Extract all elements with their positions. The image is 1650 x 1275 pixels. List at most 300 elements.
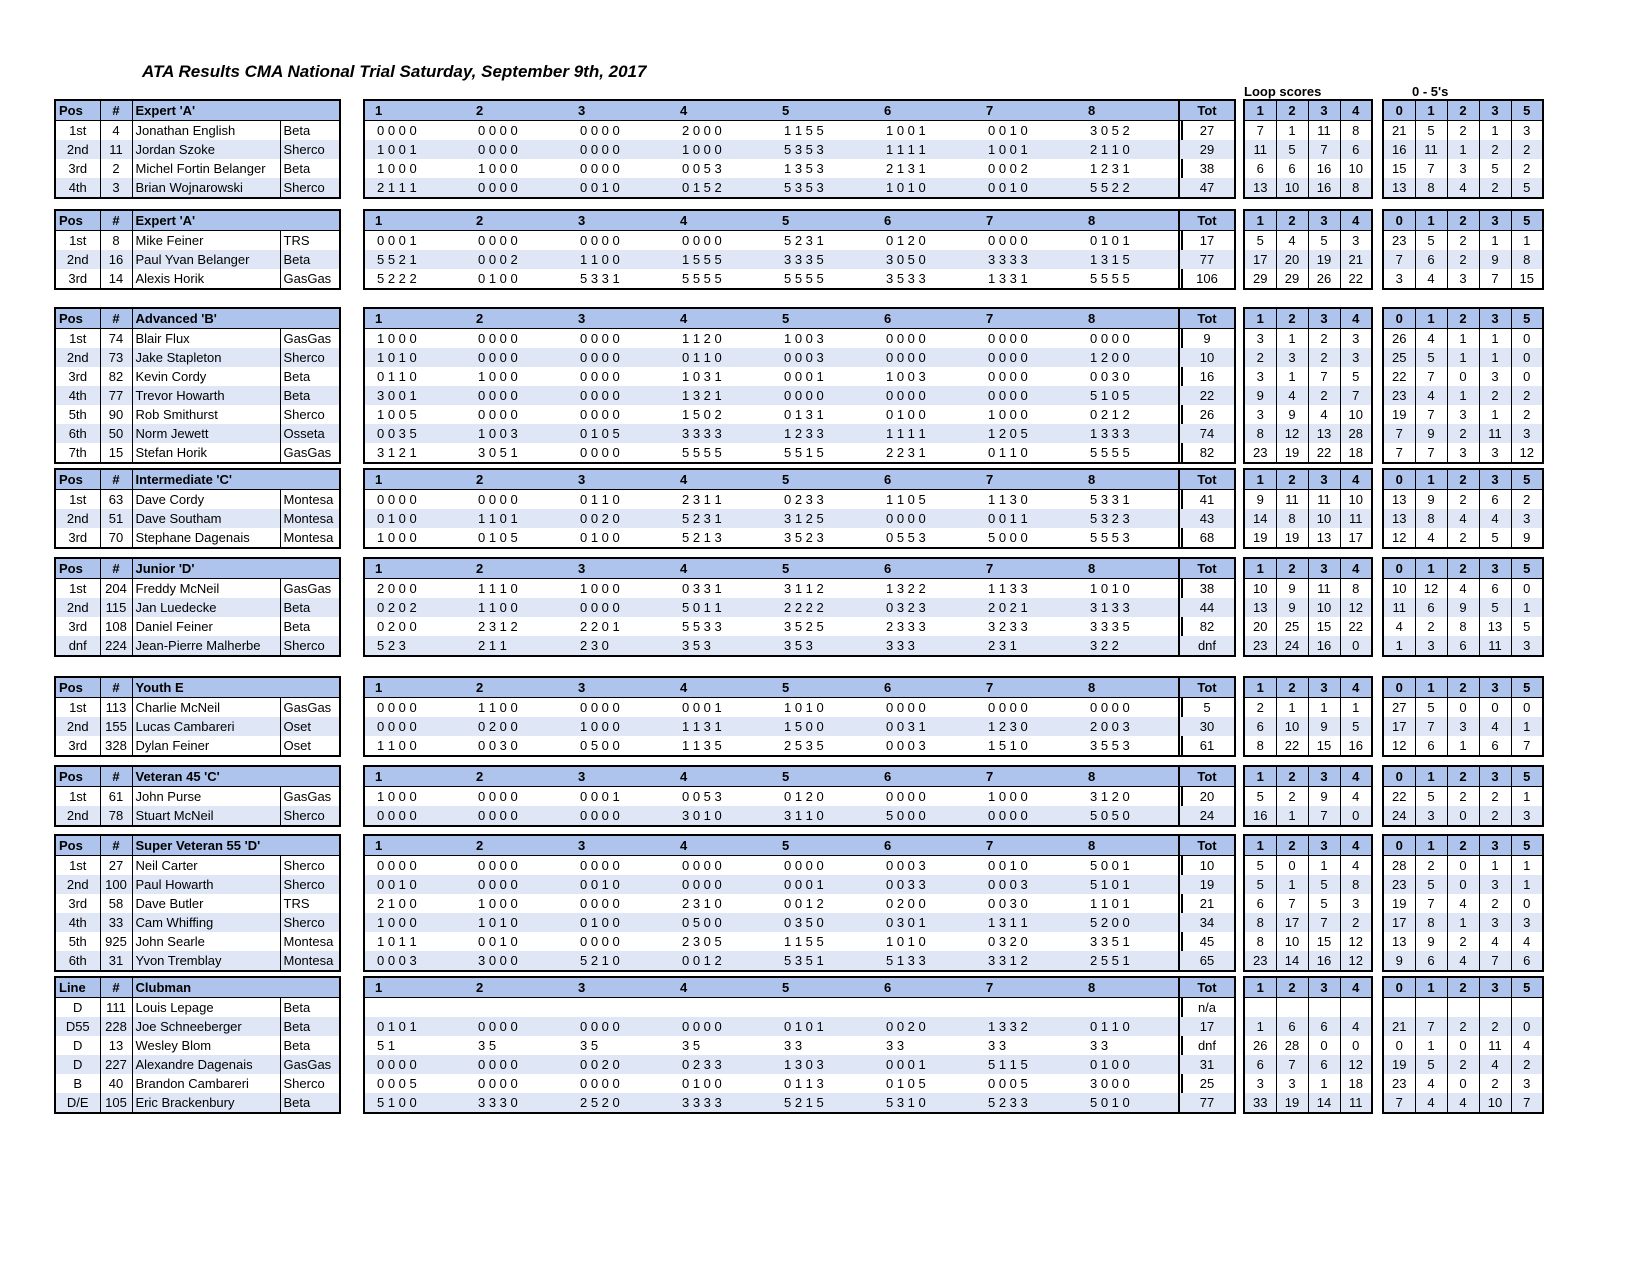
rider-position: 6th bbox=[55, 951, 100, 971]
loop-result: 0 0 0 3 bbox=[886, 738, 926, 753]
table-row bbox=[1179, 121, 1235, 141]
loop-results-table bbox=[363, 468, 1183, 549]
zero-five-count: 1 bbox=[1479, 856, 1511, 876]
table-row bbox=[1383, 348, 1543, 367]
loop-result: 0 1 0 5 bbox=[886, 1076, 926, 1091]
table-row bbox=[1383, 951, 1543, 971]
loop-score: 16 bbox=[1308, 178, 1340, 198]
zero-five-count: 11 bbox=[1479, 636, 1511, 656]
rider-name: Daniel Feiner bbox=[132, 617, 280, 636]
zero-five-header: 2 bbox=[1447, 835, 1479, 856]
zero-five-count: 1 bbox=[1479, 121, 1511, 141]
loop-header: 1 bbox=[364, 977, 466, 998]
rider-name: Eric Brackenbury bbox=[132, 1093, 280, 1113]
zero-five-count: 1 bbox=[1383, 636, 1415, 656]
rider-number: 155 bbox=[100, 717, 132, 736]
zero-five-count: 23 bbox=[1392, 1076, 1407, 1091]
rider-name: Jean-Pierre Malherbe bbox=[132, 636, 280, 656]
zero-five-count: 13 bbox=[1383, 509, 1415, 528]
zero-five-header: 5 bbox=[1511, 469, 1543, 490]
zero-five-count: 0 bbox=[1511, 348, 1543, 367]
zero-five-header: 3 bbox=[1479, 558, 1511, 579]
zero-five-count: 17 bbox=[1383, 913, 1415, 932]
zero-five-header: 0 bbox=[1383, 977, 1415, 998]
table-row bbox=[364, 159, 1182, 178]
table-row bbox=[55, 579, 340, 599]
loop-result: 0 1 0 1 bbox=[364, 1017, 466, 1036]
table-row bbox=[55, 1036, 340, 1055]
loop-result bbox=[670, 998, 772, 1018]
loop-header: 6 bbox=[874, 766, 976, 787]
tot-header: Tot bbox=[1179, 210, 1235, 231]
table-row bbox=[1244, 1093, 1372, 1113]
loop-result: 0 0 0 0 bbox=[874, 509, 976, 528]
loop-result: 0 0 0 0 bbox=[364, 1055, 466, 1074]
loop-score: 6 bbox=[1256, 896, 1264, 911]
table-row bbox=[1383, 443, 1543, 463]
total-score: 21 bbox=[1199, 896, 1215, 911]
loop-result: 0 0 0 3 bbox=[772, 348, 874, 367]
loop-result: 0 0 0 0 bbox=[580, 934, 620, 949]
rider-bike: GasGas bbox=[280, 698, 340, 718]
loop-result: 3 3 3 bbox=[874, 636, 976, 656]
loop-result: 0 0 0 0 bbox=[988, 233, 1028, 248]
loop-score: 8 bbox=[1244, 913, 1276, 932]
loop-score: 29 bbox=[1253, 271, 1268, 286]
loop-result: 1 5 1 0 bbox=[988, 738, 1028, 753]
tot-header: Tot bbox=[1179, 558, 1235, 579]
rider-position: 3rd bbox=[68, 530, 88, 545]
loop-score: 9 bbox=[1256, 492, 1264, 507]
loop-scores-table bbox=[1243, 468, 1373, 549]
loop-result: 1 3 3 1 bbox=[988, 271, 1028, 286]
tot-header: Tot bbox=[1179, 469, 1235, 490]
loop-score-header: 1 bbox=[1244, 766, 1276, 787]
loop-score: 8 bbox=[1340, 875, 1372, 894]
rider-number: 61 bbox=[100, 787, 132, 807]
loop-header: 5 bbox=[772, 210, 874, 231]
loop-result: 5 2 3 1 bbox=[670, 509, 772, 528]
table-row bbox=[1383, 787, 1543, 807]
loop-score: 8 bbox=[1276, 509, 1308, 528]
loop-result: 1 0 0 0 bbox=[377, 161, 417, 176]
rider-name: Paul Howarth bbox=[132, 875, 280, 894]
rider-info-table bbox=[54, 676, 341, 757]
loop-result: 0 0 0 0 bbox=[886, 789, 926, 804]
zero-five-count: 24 bbox=[1383, 806, 1415, 826]
rider-bike: Sherco bbox=[280, 348, 340, 367]
num-header: # bbox=[100, 558, 132, 579]
zero-five-count: 7 bbox=[1415, 443, 1447, 463]
loop-results-table bbox=[363, 676, 1183, 757]
zero-five-count: 3 bbox=[1511, 509, 1543, 528]
loop-score: 11 bbox=[1244, 140, 1276, 159]
zero-five-count: 11 bbox=[1383, 598, 1415, 617]
zero-five-header: 2 bbox=[1447, 469, 1479, 490]
table-row bbox=[1244, 579, 1372, 599]
loop-result: 1 3 2 1 bbox=[670, 386, 772, 405]
table-row bbox=[1179, 579, 1235, 599]
loop-result: 0 1 0 0 bbox=[364, 509, 466, 528]
loop-result: 1 1 1 0 bbox=[478, 581, 518, 596]
table-row bbox=[1244, 269, 1372, 289]
zero-five-count: 7 bbox=[1479, 951, 1511, 971]
total-score: n/a bbox=[1197, 1000, 1217, 1015]
table-row bbox=[1383, 159, 1543, 178]
rider-position: 3rd bbox=[68, 619, 88, 634]
loop-score: 20 bbox=[1276, 250, 1308, 269]
rider-position: B bbox=[73, 1076, 83, 1091]
zero-five-count: 2 bbox=[1511, 490, 1543, 510]
zero-five-count: 2 bbox=[1447, 1017, 1479, 1036]
table-row bbox=[364, 386, 1182, 405]
class-name: Expert 'A' bbox=[132, 210, 280, 231]
zero-five-count: 4 bbox=[1447, 1093, 1479, 1113]
loop-score: 19 bbox=[1276, 1093, 1308, 1113]
loop-result: 3 3 bbox=[784, 1038, 803, 1053]
zero-five-count: 5 bbox=[1511, 178, 1543, 198]
zero-five-count: 19 bbox=[1392, 896, 1407, 911]
rider-position: 1st bbox=[69, 123, 87, 138]
loop-result: 1 0 0 0 bbox=[670, 140, 772, 159]
rider-bike: GasGas bbox=[280, 443, 340, 463]
loop-result: 1 1 0 1 bbox=[1090, 896, 1130, 911]
loop-header: 7 bbox=[976, 308, 1078, 329]
zero-fives-table bbox=[1382, 557, 1544, 657]
loop-score: 8 bbox=[1256, 738, 1264, 753]
loop-result: 0 0 0 0 bbox=[377, 858, 417, 873]
zero-five-count: 1 bbox=[1511, 856, 1543, 876]
total-score: 9 bbox=[1203, 331, 1211, 346]
rider-number: 27 bbox=[100, 856, 132, 876]
loop-result: 2 2 0 1 bbox=[580, 619, 620, 634]
rider-name: Neil Carter bbox=[132, 856, 280, 876]
zero-five-count: 3 bbox=[1479, 875, 1511, 894]
loop-header: 2 bbox=[466, 308, 568, 329]
loop-score: 33 bbox=[1244, 1093, 1276, 1113]
loop-result: 0 0 0 0 bbox=[580, 700, 620, 715]
table-row bbox=[55, 932, 340, 951]
rider-name: Jonathan English bbox=[132, 121, 280, 141]
rider-number: 224 bbox=[100, 636, 132, 656]
zero-five-count: 4 bbox=[1447, 579, 1479, 599]
loop-result: 0 0 0 0 bbox=[670, 875, 772, 894]
table-row bbox=[1383, 717, 1543, 736]
loop-result: 1 0 0 0 bbox=[988, 407, 1028, 422]
table-row bbox=[364, 932, 1182, 951]
loop-result: 1 0 1 1 bbox=[377, 934, 417, 949]
zero-five-count: 28 bbox=[1392, 858, 1407, 873]
zero-five-count: 21 bbox=[1392, 123, 1407, 138]
table-row bbox=[1179, 231, 1235, 251]
class-name: Intermediate 'C' bbox=[132, 469, 280, 490]
loop-result: 3 1 2 5 bbox=[772, 509, 874, 528]
loop-header: 6 bbox=[874, 100, 976, 121]
loop-header: 3 bbox=[568, 100, 670, 121]
zero-five-count: 8 bbox=[1415, 509, 1447, 528]
tot-header: Tot bbox=[1179, 677, 1235, 698]
loop-result: 2 5 5 1 bbox=[1078, 951, 1182, 971]
table-row bbox=[1244, 998, 1372, 1018]
zero-five-count bbox=[1511, 998, 1543, 1018]
zero-five-count: 1 bbox=[1511, 598, 1543, 617]
loop-score: 0 bbox=[1276, 856, 1308, 876]
rider-name: Cam Whiffing bbox=[132, 913, 280, 932]
total-score: 10 bbox=[1199, 858, 1215, 873]
table-row bbox=[1383, 636, 1543, 656]
loop-result: 0 0 0 0 bbox=[466, 806, 568, 826]
zero-five-count: 7 bbox=[1415, 405, 1447, 424]
loop-score: 23 bbox=[1244, 951, 1276, 971]
rider-bike: Montesa bbox=[280, 528, 340, 548]
loop-result: 0 3 2 3 bbox=[874, 598, 976, 617]
rider-number: 2 bbox=[100, 159, 132, 178]
loop-score: 15 bbox=[1308, 932, 1340, 951]
loop-score-header: 2 bbox=[1276, 558, 1308, 579]
table-row bbox=[1383, 386, 1543, 405]
loop-score: 28 bbox=[1340, 424, 1372, 443]
loop-score-header: 4 bbox=[1340, 835, 1372, 856]
loop-score: 3 bbox=[1340, 231, 1372, 251]
loop-result: 0 0 0 0 bbox=[364, 806, 466, 826]
loop-score: 22 bbox=[1308, 443, 1340, 463]
zero-five-count: 8 bbox=[1415, 178, 1447, 198]
loop-header: 8 bbox=[1078, 558, 1182, 579]
loop-result: 5 2 0 0 bbox=[1078, 913, 1182, 932]
table-row bbox=[364, 443, 1182, 463]
loop-result: 3 1 1 0 bbox=[772, 806, 874, 826]
rider-number: 108 bbox=[100, 617, 132, 636]
loop-result: 0 3 0 1 bbox=[874, 913, 976, 932]
loop-result: 1 0 1 0 bbox=[874, 178, 976, 198]
loop-result: 5 5 5 5 bbox=[682, 445, 722, 460]
bike-header bbox=[280, 766, 340, 787]
rider-bike: Osseta bbox=[280, 424, 340, 443]
loop-scores-table bbox=[1243, 834, 1373, 972]
rider-number: 8 bbox=[100, 231, 132, 251]
rider-number: 58 bbox=[100, 894, 132, 913]
table-row bbox=[1383, 913, 1543, 932]
zero-five-count: 4 bbox=[1447, 951, 1479, 971]
zero-five-count: 3 bbox=[1511, 424, 1543, 443]
loop-score-header: 2 bbox=[1276, 100, 1308, 121]
loop-result: 3 5 3 bbox=[670, 636, 772, 656]
table-row bbox=[364, 367, 1182, 386]
rider-position: D bbox=[55, 1055, 100, 1074]
loop-header: 3 bbox=[568, 308, 670, 329]
loop-header: 8 bbox=[1078, 210, 1182, 231]
loop-result: 0 1 0 1 bbox=[772, 1017, 874, 1036]
rider-name: Stephane Dagenais bbox=[132, 528, 280, 548]
table-row bbox=[1179, 250, 1235, 269]
zero-five-header: 2 bbox=[1447, 766, 1479, 787]
loop-score: 7 bbox=[1256, 123, 1264, 138]
loop-result: 5 2 3 1 bbox=[784, 233, 824, 248]
loop-score: 11 bbox=[1276, 490, 1308, 510]
loop-score-header: 3 bbox=[1308, 835, 1340, 856]
loop-score: 4 bbox=[1340, 1017, 1372, 1036]
rider-number: 73 bbox=[100, 348, 132, 367]
class-name: Junior 'D' bbox=[132, 558, 280, 579]
table-row bbox=[364, 1036, 1182, 1055]
table-row bbox=[1179, 1017, 1235, 1036]
loop-result: 5 0 1 0 bbox=[1078, 1093, 1182, 1113]
table-row bbox=[1383, 617, 1543, 636]
loop-header: 1 bbox=[364, 677, 466, 698]
loop-result: 0 0 0 0 bbox=[568, 348, 670, 367]
zero-five-count: 2 bbox=[1415, 856, 1447, 876]
loop-result: 5 2 3 bbox=[364, 636, 466, 656]
table-row bbox=[1383, 250, 1543, 269]
table-row bbox=[1383, 367, 1543, 386]
rider-name: Alexis Horik bbox=[132, 269, 280, 289]
loop-scores-table bbox=[1243, 676, 1373, 757]
rider-position: 1st bbox=[69, 331, 87, 346]
zero-five-count: 7 bbox=[1511, 736, 1543, 756]
rider-number: 14 bbox=[100, 269, 132, 289]
total-score: dnf bbox=[1197, 1038, 1217, 1053]
loop-result: 0 0 0 0 bbox=[1090, 700, 1130, 715]
loop-header: 7 bbox=[976, 977, 1078, 998]
loop-score: 5 bbox=[1256, 233, 1264, 248]
rider-name: John Purse bbox=[132, 787, 280, 807]
total-score: 82 bbox=[1199, 619, 1215, 634]
table-row bbox=[55, 443, 340, 463]
loop-result: 5 3 2 3 bbox=[1078, 509, 1182, 528]
zero-five-count: 23 bbox=[1383, 386, 1415, 405]
zero-five-count: 0 bbox=[1511, 329, 1543, 349]
zero-five-count: 5 bbox=[1479, 159, 1511, 178]
rider-position: 3rd bbox=[68, 896, 88, 911]
bike-header bbox=[280, 835, 340, 856]
loop-result: 0 0 0 3 bbox=[364, 951, 466, 971]
loop-scores-table bbox=[1243, 307, 1373, 464]
total-score: 38 bbox=[1199, 161, 1215, 176]
loop-score: 7 bbox=[1308, 140, 1340, 159]
rider-bike: Beta bbox=[280, 159, 340, 178]
table-row bbox=[1244, 424, 1372, 443]
loop-result: 0 0 0 0 bbox=[988, 369, 1028, 384]
total-table bbox=[1178, 209, 1236, 290]
zero-five-count: 0 bbox=[1447, 367, 1479, 386]
table-row bbox=[1244, 875, 1372, 894]
loop-result: 1 0 0 5 bbox=[377, 407, 417, 422]
table-row bbox=[364, 579, 1182, 599]
total-score: 68 bbox=[1199, 530, 1215, 545]
loop-result: 1 3 3 2 bbox=[976, 1017, 1078, 1036]
loop-score bbox=[1276, 998, 1308, 1018]
loop-score-header: 4 bbox=[1340, 210, 1372, 231]
tot-header: Tot bbox=[1179, 308, 1235, 329]
zero-five-count: 5 bbox=[1415, 348, 1447, 367]
rider-bike: Montesa bbox=[280, 509, 340, 528]
table-row bbox=[364, 1093, 1182, 1113]
loop-score: 1 bbox=[1276, 367, 1308, 386]
rider-number: 63 bbox=[100, 490, 132, 510]
rider-bike: Beta bbox=[280, 386, 340, 405]
table-row bbox=[1244, 717, 1372, 736]
table-row bbox=[1179, 806, 1235, 826]
table-row bbox=[1244, 509, 1372, 528]
rider-name: Jordan Szoke bbox=[132, 140, 280, 159]
zero-five-count: 15 bbox=[1511, 269, 1543, 289]
loop-result: 1 0 0 0 bbox=[377, 530, 417, 545]
loop-result: 1 0 0 3 bbox=[466, 424, 568, 443]
zero-five-count: 1 bbox=[1447, 329, 1479, 349]
loop-header: 5 bbox=[772, 100, 874, 121]
total-score: 34 bbox=[1179, 913, 1235, 932]
loop-score: 1 bbox=[1276, 875, 1308, 894]
table-row bbox=[364, 269, 1182, 289]
zero-five-count: 26 bbox=[1392, 331, 1407, 346]
zero-five-count: 13 bbox=[1392, 934, 1407, 949]
loop-header: 8 bbox=[1078, 308, 1182, 329]
loop-score: 21 bbox=[1340, 250, 1372, 269]
loop-header: 7 bbox=[976, 766, 1078, 787]
num-header: # bbox=[100, 469, 132, 490]
zero-five-count: 0 bbox=[1511, 698, 1543, 718]
table-row bbox=[55, 386, 340, 405]
rider-number: 33 bbox=[100, 913, 132, 932]
table-row bbox=[55, 121, 340, 141]
rider-position: D bbox=[73, 1038, 83, 1053]
zero-five-count: 5 bbox=[1479, 528, 1511, 548]
rider-bike: GasGas bbox=[280, 579, 340, 599]
loop-header: 3 bbox=[568, 766, 670, 787]
loop-result: 0 0 0 0 bbox=[377, 492, 417, 507]
table-row bbox=[364, 806, 1182, 826]
loop-score-header: 3 bbox=[1308, 558, 1340, 579]
loop-result: 0 0 0 0 bbox=[377, 700, 417, 715]
loop-header: 1 bbox=[364, 308, 466, 329]
loop-header: 2 bbox=[466, 469, 568, 490]
loop-result: 2 3 1 0 bbox=[682, 896, 722, 911]
loop-score: 13 bbox=[1308, 528, 1340, 548]
loop-result: 2 1 3 1 bbox=[886, 161, 926, 176]
loop-header: 3 bbox=[568, 835, 670, 856]
loop-result: 3 5 2 5 bbox=[784, 619, 824, 634]
loop-result: 5 3 5 3 bbox=[772, 178, 874, 198]
loop-score: 3 bbox=[1340, 894, 1372, 913]
loop-result: 5 1 3 3 bbox=[874, 951, 976, 971]
loop-result: 0 2 0 0 bbox=[466, 717, 568, 736]
zero-five-header: 1 bbox=[1415, 977, 1447, 998]
zero-five-count: 1 bbox=[1447, 736, 1479, 756]
table-row bbox=[1244, 490, 1372, 510]
zero-five-count: 2 bbox=[1447, 424, 1479, 443]
loop-result: 5 0 0 0 bbox=[988, 530, 1028, 545]
table-row bbox=[364, 698, 1182, 718]
loop-score: 9 bbox=[1308, 787, 1340, 807]
zero-five-count: 0 bbox=[1479, 698, 1511, 718]
total-score: 5 bbox=[1203, 700, 1211, 715]
table-row bbox=[1179, 269, 1235, 289]
rider-name: Rob Smithurst bbox=[132, 405, 280, 424]
loop-header: 2 bbox=[466, 835, 568, 856]
table-row bbox=[1244, 894, 1372, 913]
rider-bike: GasGas bbox=[280, 787, 340, 807]
zero-five-count: 7 bbox=[1415, 159, 1447, 178]
loop-result: 2 2 2 2 bbox=[772, 598, 874, 617]
zero-five-count: 3 bbox=[1447, 405, 1479, 424]
table-row bbox=[1179, 598, 1235, 617]
loop-result: 0 0 0 0 bbox=[670, 1017, 772, 1036]
rider-position: 4th bbox=[55, 913, 100, 932]
table-row bbox=[364, 856, 1182, 876]
num-header: # bbox=[100, 677, 132, 698]
loop-result: 0 5 0 0 bbox=[670, 913, 772, 932]
zero-five-count: 11 bbox=[1479, 1036, 1511, 1055]
